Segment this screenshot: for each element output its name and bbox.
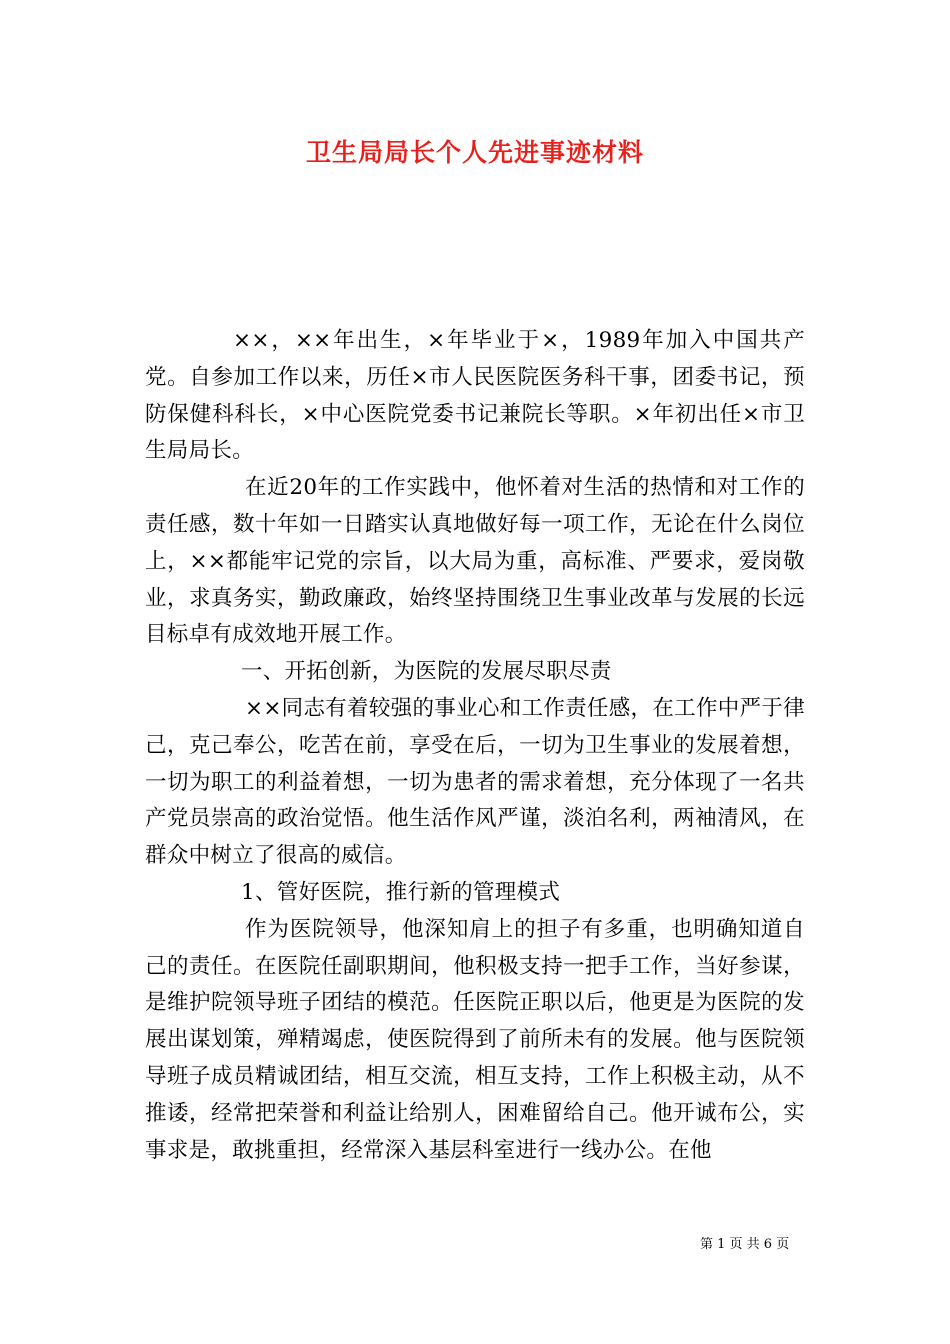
document-body — [145, 323, 805, 1169]
page-number-label: 第 1 页 共 6 页 — [700, 1237, 790, 1252]
paragraph-subsection-1: 作为医院领导，他深知肩上的担子有多重，也明确知道自己的责任。在医院任副职期间，他积极支持一把手工作，当好参谋，是维护院领导班子团结的模范。任医院正职以后，他更是为医院的发展出谋划策，殚精竭虑，使医院得到了前所未有的发展。他与医院领导班子成员精诚团结，相互交流，相互支持，工作上积极主动，从不推诿，经常把荣誉和利益让给别人，困难留给自己。他开诚布公，实事求是，敢挑重担，经常深入基层科室进行一线办公。在他 — [145, 916, 805, 1163]
paragraph-intro: ××，××年出生，×年毕业于×，1989年加入中国共产党。自参加工作以来，历任×市人民医院医务科干事，团委书记，预防保健科科长，×中心医院党委书记兼院长等职。×年初出任×市卫生局局长。 — [145, 328, 805, 464]
section-heading-1: 一、开拓创新，为医院的发展尽职尽责 — [241, 659, 612, 685]
paragraph-summary: 在近20年的工作实践中，他怀着对生活的热情和对工作的责任感，数十年如一日踏实认真地做好每一项工作，无论在什么岗位上，××都能牢记党的宗旨，以大局为重，高标准、严要求，爱岗敬业，求真务实，勤政廉政，始终坚持围绕卫生事业改革与发展的长远目标卓有成效地开展工作。 — [145, 475, 805, 648]
page-footer — [700, 1233, 820, 1252]
subsection-heading-1: 1、管好医院，推行新的管理模式 — [241, 879, 561, 905]
paragraph-section-1: ××同志有着较强的事业心和工作责任感，在工作中严于律己，克己奉公，吃苦在前，享受在后，一切为卫生事业的发展着想，一切为职工的利益着想，一切为患者的需求着想，充分体现了一名共产党员崇高的政治觉悟。他生活作风严谨，淡泊名利，两袖清风，在群众中树立了很高的威信。 — [145, 695, 805, 869]
document-title: 卫生局局长个人先进事迹材料 — [305, 138, 644, 167]
